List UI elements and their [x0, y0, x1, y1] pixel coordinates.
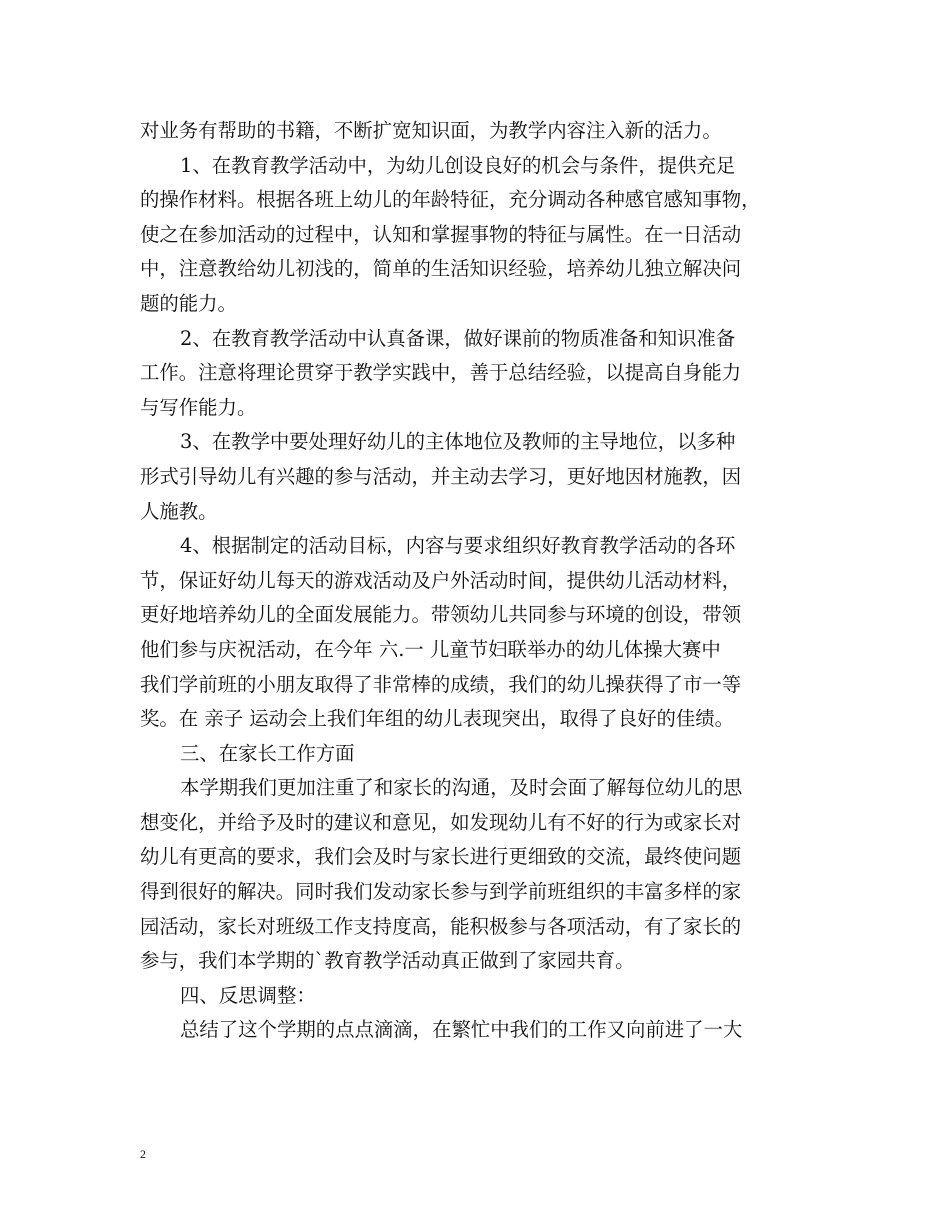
- text-line: 本学期我们更加注重了和家长的沟通，及时会面了解每位幼儿的思: [180, 776, 743, 800]
- text-line: 他们参与庆祝活动，在今年 六.一 儿童节妇联举办的幼儿体操大赛中: [140, 637, 721, 661]
- text-line: 三、在家长工作方面: [180, 741, 355, 765]
- text-line: 得到很好的解决。同时我们发动家长参与到学前班组织的丰富多样的家: [140, 880, 742, 904]
- text-line: 人施教。: [140, 499, 218, 523]
- text-line: 工作。注意将理论贯穿于教学实践中，善于总结经验，以提高自身能力: [140, 361, 742, 385]
- text-line: 1、在教育教学活动中，为幼儿创设良好的机会与条件，提供充足: [180, 153, 736, 177]
- text-line: 与写作能力。: [140, 395, 257, 419]
- text-line: 更好地培养幼儿的全面发展能力。带领幼儿共同参与环境的创设，带领: [140, 603, 742, 627]
- text-line: 四、反思调整：: [180, 983, 316, 1007]
- text-line: 节，保证好幼儿每天的游戏活动及户外活动时间，提供幼儿活动材料，: [140, 568, 742, 592]
- text-line: 中，注意教给幼儿初浅的，简单的生活知识经验，培养幼儿独立解决问: [140, 257, 742, 281]
- text-line: 的操作材料。根据各班上幼儿的年龄特征，充分调动各种感官感知事物，: [140, 188, 761, 212]
- text-line: 想变化，并给予及时的建议和意见，如发现幼儿有不好的行为或家长对: [140, 810, 742, 834]
- text-line: 形式引导幼儿有兴趣的参与活动，并主动去学习，更好地因材施教，因: [140, 464, 742, 488]
- text-line: 题的能力。: [140, 291, 237, 315]
- page-number: 2: [140, 1147, 146, 1161]
- text-line: 参与，我们本学期的`教育教学活动真正做到了家园共育。: [140, 949, 635, 973]
- text-line: 幼儿有更高的要求，我们会及时与家长进行更细致的交流，最终使问题: [140, 845, 742, 869]
- text-line: 总结了这个学期的点点滴滴，在繁忙中我们的工作又向前进了一大: [180, 1018, 743, 1042]
- text-line: 我们学前班的小朋友取得了非常棒的成绩，我们的幼儿操获得了市一等: [140, 672, 742, 696]
- text-line: 对业务有帮助的书籍，不断扩宽知识面，为教学内容注入新的活力。: [140, 119, 722, 142]
- document-body: [140, 114, 820, 1048]
- text-line: 3、在教学中要处理好幼儿的主体地位及教师的主导地位，以多种: [180, 430, 736, 454]
- text-line: 奖。在 亲子 运动会上我们年组的幼儿表现突出，取得了良好的佳绩。: [140, 707, 735, 731]
- text-line: 4、根据制定的活动目标，内容与要求组织好教育教学活动的各环: [180, 534, 736, 558]
- text-line: 2、在教育教学活动中认真备课，做好课前的物质准备和知识准备: [180, 326, 736, 350]
- text-line: 使之在参加活动的过程中，认知和掌握事物的特征与属性。在一日活动: [140, 222, 742, 246]
- text-line: 园活动，家长对班级工作支持度高，能积极参与各项活动，有了家长的: [140, 914, 742, 938]
